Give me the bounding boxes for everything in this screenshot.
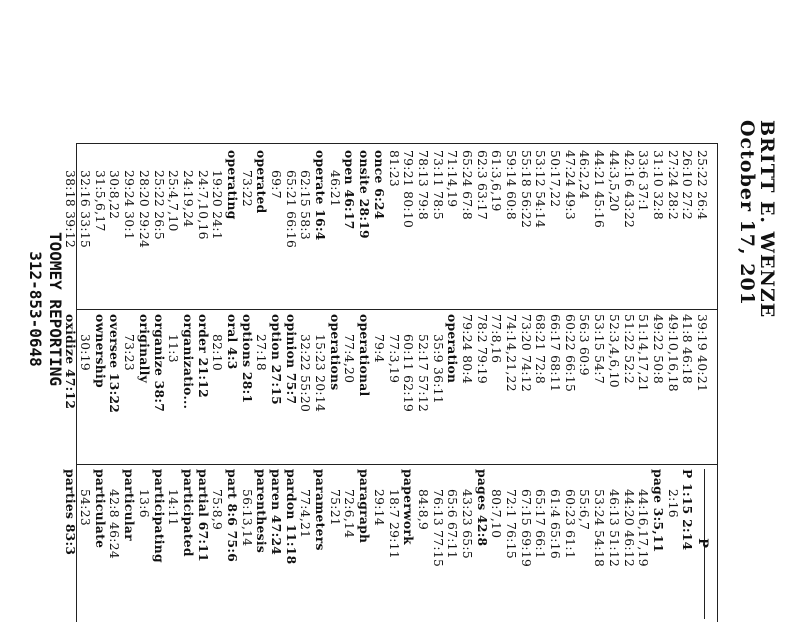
index-term: operating <box>225 150 240 220</box>
index-term: oxidize 47:12 <box>63 314 79 410</box>
page-reference: 69:7 <box>269 170 284 199</box>
index-term: order 21:12 <box>195 314 211 398</box>
index-term: option 27:15 <box>269 314 285 405</box>
page-reference: 54:23 <box>78 489 93 526</box>
index-term: paperwork <box>401 469 417 545</box>
page-reference: 73:20 74:12 <box>518 314 533 393</box>
page-reference: 60:22 66:15 <box>562 314 577 393</box>
page-reference: 81:23 <box>386 150 401 187</box>
page-reference: 32:16 33:15 <box>78 170 93 249</box>
page-reference: 75:21 <box>327 489 342 526</box>
index-term: pages 42:8 <box>474 469 490 547</box>
index-table <box>63 143 718 622</box>
column-divider <box>77 464 717 465</box>
footer-company: TOOMEY REPORTING <box>46 231 65 387</box>
page-reference: 78:2 79:19 <box>474 314 489 384</box>
page-reference: 35:9 36:11 <box>430 334 445 404</box>
page-reference: 66:17 68:11 <box>548 314 563 393</box>
page-reference: 30:19 <box>78 334 93 371</box>
index-term: operations <box>327 314 343 391</box>
page-reference: 61:3,6,19 <box>489 150 504 212</box>
page-reference: 84:8,9 <box>415 489 430 531</box>
page-reference: 53:15 54:7 <box>592 314 607 384</box>
header-name: BRITT E. WENZE <box>756 120 778 319</box>
page-reference: 13:6 <box>136 489 151 518</box>
index-term: operation <box>445 314 461 384</box>
header-date: October 17, 201 <box>736 120 758 306</box>
page-reference: 30:8,22 <box>107 170 122 220</box>
page-reference: 52:17 57:12 <box>415 334 430 413</box>
page-reference: 79:4 <box>371 334 386 363</box>
index-term: partial 67:11 <box>195 469 211 562</box>
page-reference: 72:6,14 <box>342 489 357 539</box>
page-reference: 44:21 45:16 <box>592 150 607 229</box>
page-reference: 42:8 46:24 <box>107 489 122 559</box>
page-reference: 42:16 43:22 <box>621 150 636 229</box>
page-reference: 53:12 54:14 <box>533 150 548 229</box>
page-reference: 24:19,24 <box>180 170 195 228</box>
page-reference: 77:4,21 <box>298 489 313 539</box>
index-term: operational <box>357 314 373 397</box>
index-term: organizatio... <box>180 314 196 410</box>
page-reference: 75:8,9 <box>210 489 225 531</box>
index-term: originally <box>136 314 152 384</box>
page-reference: 77:4,20 <box>342 334 357 384</box>
page-reference: 44:20 46:12 <box>621 489 636 568</box>
page-reference: 46:21 <box>327 170 342 207</box>
page-reference: 52:3,4,6,10 <box>606 314 621 388</box>
page-reference: 77:3,19 <box>386 334 401 384</box>
page-reference: 51:14,17,21 <box>636 314 651 392</box>
page-reference: 25:4,7,10 <box>166 170 181 232</box>
index-term: parenthesis <box>254 469 270 554</box>
page-reference: 29:14 <box>371 489 386 526</box>
page-reference: 65:21 66:16 <box>283 170 298 249</box>
page-reference: 51:22 52:2 <box>621 314 636 384</box>
index-term: opinion 75:7 <box>283 314 299 405</box>
index-term: organize 38:7 <box>151 314 167 413</box>
column-divider <box>77 309 717 310</box>
index-term: page 3:5,11 <box>650 469 666 553</box>
footer-phone: 312-853-0648 <box>26 251 45 367</box>
page-reference: 26:10 27:2 <box>680 150 695 220</box>
page-reference: 62:3 63:17 <box>474 150 489 220</box>
page-reference: 67:15 69:19 <box>518 489 533 568</box>
page-reference: 46:2,24 <box>577 150 592 200</box>
index-column-2 <box>63 314 709 462</box>
page-reference: 79:21 80:10 <box>401 150 416 229</box>
page-reference: 32:22 55:20 <box>298 334 313 413</box>
index-term: open 46:17 <box>342 150 358 230</box>
page-reference: 28:20 29:24 <box>136 170 151 249</box>
index-column-1 <box>63 150 709 298</box>
page-reference: 27:18 <box>254 334 269 371</box>
index-term: operated <box>254 150 270 214</box>
page-reference: 33:6 37:1 <box>636 150 651 212</box>
page-reference: 19:20 24:1 <box>210 170 225 240</box>
page-reference: 44:16,17,19 <box>636 489 651 567</box>
page-reference: 50:17,22 <box>548 150 563 208</box>
page-reference: 38:18 39:12 <box>63 170 78 249</box>
page-reference: 31:5,6,17 <box>92 170 107 232</box>
page-reference: 47:24 49:3 <box>562 150 577 220</box>
page-reference: 11:3 <box>166 334 181 363</box>
page-reference: 56:3 60:9 <box>577 314 592 376</box>
index-term: pardon 11:18 <box>283 469 299 565</box>
page-reference: 62:15 58:3 <box>298 170 313 240</box>
index-term: participated <box>180 469 196 557</box>
page-reference: 15:23 20:14 <box>313 334 328 413</box>
page-reference: 53:24 54:18 <box>592 489 607 568</box>
page-reference: 59:14 60:8 <box>504 150 519 220</box>
index-term: particular <box>122 469 138 541</box>
index-term: once 6:24 <box>371 150 387 220</box>
index-term: paren 47:24 <box>269 469 285 556</box>
page-reference: 29:24 30:1 <box>122 170 137 240</box>
page-reference: 44:3,5,20 <box>606 150 621 212</box>
page-reference: 2:16 <box>665 489 680 518</box>
page-reference: 60:23 61:1 <box>562 489 577 559</box>
page-reference: 65:17 66:1 <box>533 489 548 559</box>
index-term: particulate <box>92 469 108 549</box>
index-term: parameters <box>313 469 329 551</box>
page-reference: 43:23 65:5 <box>460 489 474 559</box>
index-term: paragraph <box>357 469 373 544</box>
page-reference: 39:19 40:21 <box>695 314 709 393</box>
page-reference: 76:13 77:15 <box>430 489 445 568</box>
page-reference: 31:10 32:8 <box>650 150 665 220</box>
page-reference: 55:6,7 <box>577 489 592 531</box>
index-term: oral 4:3 <box>225 314 240 370</box>
page-reference: 56:13,14 <box>239 489 254 547</box>
index-term: operate 16:4 <box>313 150 329 241</box>
index-term: options 28:1 <box>239 314 255 404</box>
page-reference: 77:8,16 <box>489 314 504 364</box>
page-reference: 72:1 76:15 <box>504 489 519 559</box>
page-reference: 73:11 78:5 <box>430 150 445 220</box>
page-reference: 61:4 65:16 <box>548 489 563 559</box>
index-term: parties 83:3 <box>63 469 79 556</box>
page-reference: 78:13 79:8 <box>415 150 430 220</box>
page-reference: 27:24 28:2 <box>665 150 680 220</box>
index-term: P 1:15 2:14 <box>680 469 696 551</box>
page-reference: 55:18 56:22 <box>518 150 533 229</box>
page-reference: 68:21 72:8 <box>533 314 548 384</box>
page-reference: 25:22 26:5 <box>151 170 166 240</box>
page-reference: 49:10,16,18 <box>665 314 680 392</box>
page-reference: 14:11 <box>166 489 181 526</box>
page-reference: 60:11 62:19 <box>401 334 416 413</box>
index-term: onsite 28:19 <box>357 150 373 239</box>
page-reference: 18:7 29:11 <box>386 489 401 559</box>
page-reference: 46:13 51:12 <box>606 489 621 568</box>
page-reference: 65:24 67:8 <box>460 150 474 220</box>
page-reference: 41:8 46:18 <box>680 314 695 384</box>
page-reference: 71:14,19 <box>445 150 460 208</box>
page-reference: 73:22 <box>239 170 254 207</box>
page-reference: 24:7,10,16 <box>195 170 210 240</box>
index-term: oversee 13:22 <box>107 314 123 414</box>
index-term: participating <box>151 469 167 563</box>
page-reference: 25:22 26:4 <box>695 150 709 220</box>
index-term: part 8:6 75:6 <box>225 469 240 563</box>
page-reference: 49:22 50:8 <box>650 314 665 384</box>
page-reference: 73:23 <box>122 334 137 371</box>
page-reference: 65:6 67:11 <box>445 489 460 559</box>
page-reference: 80:7,10 <box>489 489 504 539</box>
index-term: ownership <box>92 314 108 388</box>
letter-heading: P <box>695 538 710 548</box>
page-reference: 79:24 80:4 <box>460 314 474 384</box>
page-reference: 74:14,21,22 <box>504 314 519 392</box>
page-reference: 82:10 <box>210 334 225 371</box>
index-column-3 <box>63 469 710 617</box>
